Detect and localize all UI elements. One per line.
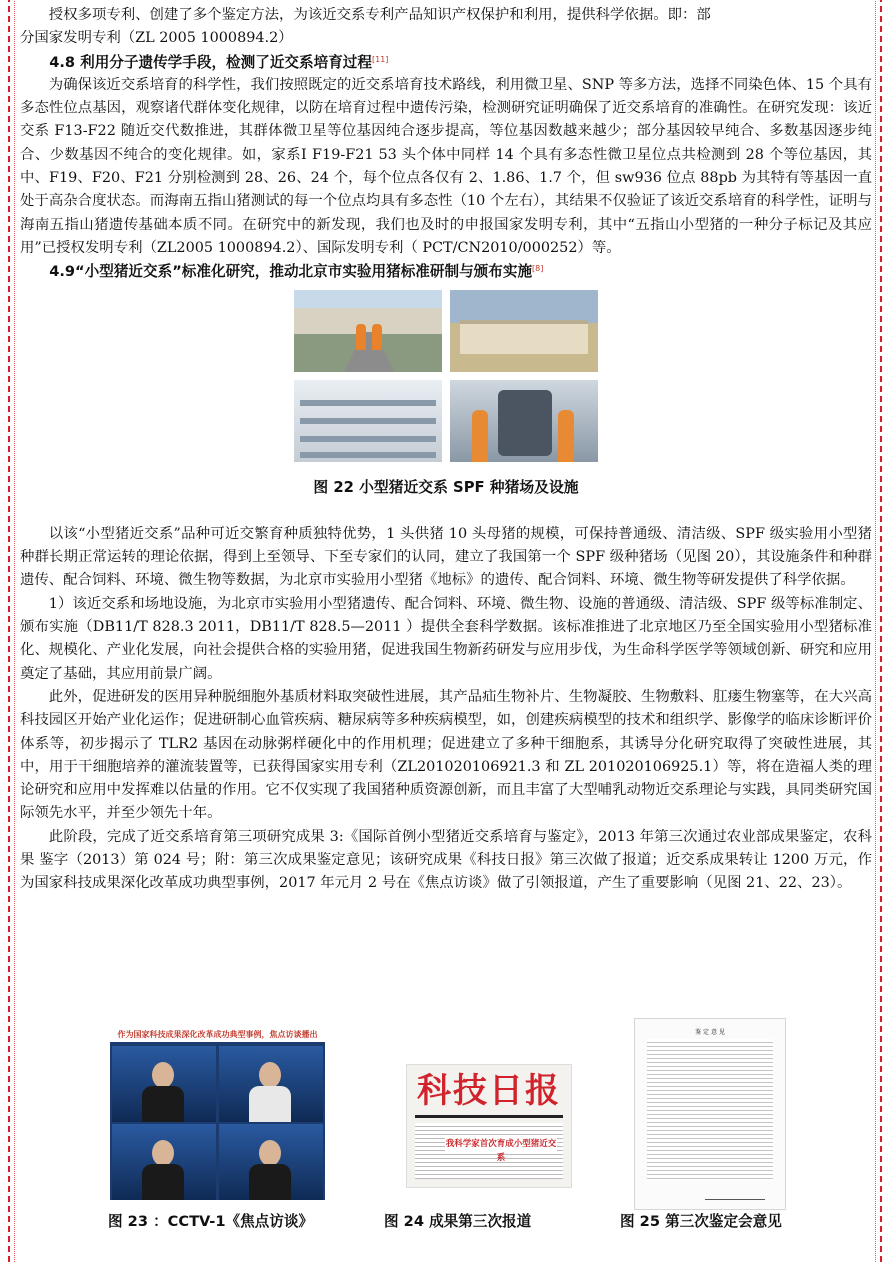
section-4-8-heading [20,51,872,74]
paragraph-1: 以该“小型猪近交系”品种可近交繁育种质独特优势，1 头供猪 10 头母猪的规模，可保持普通级、清洁级、SPF 级实验用小型猪种群长期正常运转的理论依据，得到上至领导、下至专家们的认同，建立了我国第一个 SPF 级种猪场（见图 20），其设施条件和种群遗传、配合饲料、环境、微生物等数据，为北京市实验用小型猪《地标》的遗传、配合饲料、环境、微生物等研发提供了科学依据。 [20,525,872,589]
paragraph-4: 此阶段，完成了近交系培育第三项研究成果 3:《国际首例小型猪近交系培育与鉴定》，2013 年第三次通过农业部成果鉴定，农科果 鉴字（2013）第 024 号；附：第三次成果鉴定意见；该研究成果《科技日报》第三次做了报道；近交系成果转让 1200 万元，作为国家科技成果深化改革成功典型事例，2017 年元月 2 号在《焦点访谈》做了引领报道，产生了重要影响（见图 21、22、23）。 [20,828,872,892]
figure-25-caption: 图 25 第三次鉴定会意见 [620,1213,782,1230]
figures-row [20,1022,872,1230]
signature-line [705,1187,765,1200]
section-4-8-ref[interactable]: [11] [372,54,389,64]
tv-frame-3 [112,1124,216,1200]
newspaper-headline: 我科学家首次育成小型猪近交系 [445,1139,557,1163]
figure-24-caption: 图 24 成果第三次报道 [384,1213,532,1230]
paragraph-2: 1）该近交系和场地设施，为北京市实验用小型猪遗传、配合饲料、环境、微生物、设施的普通级、清洁级、SPF 级等标准制定、颁布实施（DB11/T 828.3 2011，DB11/T 828.5—2011 ）提供全套科学数据。该标准推进了北京地区乃至全国实验用小型猪标准化、规模化、产业化发展，向社会提供合格的实验用猪，促进我国生物新药研发与应用步伐，为生命科学医学等领域创新、研究和应用奠定了基础，其应用前景广阔。 [20,595,872,682]
top-paragraph-line-2: 分国家发明专利（ZL 2005 1000894.2） [20,30,293,47]
tv-frame-1 [112,1046,216,1122]
section-4-8-heading-text: 4.8 利用分子遗传学手段，检测了近交系培育过程 [49,53,372,71]
figure-24-image [406,1064,572,1188]
article-body [20,4,872,896]
tv-frame-2 [219,1046,323,1122]
paragraph-3: 此外，促进研发的医用异种脱细胞外基质材料取突破性进展，其产品疝生物补片、生物凝胶、生物敷料、肛瘘生物塞等，在大兴高科技园区开始产业化运作；促进研制心血管疾病、糖尿病等多种疾病模型，如，创建疾病模型的技术和组织学、影像学的临床诊断评价体系等，初步揭示了 TLR2 基因在动脉粥样硬化中的作用机理；促进建立了多种干细胞系，其诱导分化研究取得了突破性进展，其中，用于干细胞培养的灌流装置等，已获得国家实用专利（ZL201020106921.3 和 ZL 201020106925.1）等，将在造福人类的理论研究和应用中发挥难以估量的作用。它不仅实现了我国猪种质资源创新，而且丰富了大型哺乳动物近交系理论与实践，具同类研究国际领先水平，并至少领先十年。 [20,688,872,822]
figure-22-photos [294,290,598,462]
figure-25-image [634,1018,786,1210]
tv-frame-4 [219,1124,323,1200]
pig-pens-photo [294,380,442,462]
appraisal-doc-title: 鉴 定 意 见 [695,1029,725,1036]
top-paragraph-line-1: 授权多项专利、创建了多个鉴定方法，为该近交系专利产品知识产权保护和利用，提供科学依据。即：部 [48,7,711,23]
figure-23-banner: 作为国家科技成果深化改革成功典型事例，焦点访谈播出 [110,1028,325,1042]
section-4-8-body: 为确保该近交系培育的科学性，我们按照既定的近交系培育技术路线，利用微卫星、SNP 等多方法，选择不同染色体、15 个具有多态性位点基因，观察诸代群体变化规律，以防在培育过程中遗传污染，检测研究证明确保了近交系培育的准确性。在研究发现：该近交系 F13-F22 随近交代数推进，其群体微卫星等位基因纯合逐步提高，等位基因数越来越少；部分基因较早纯合、多数基因逐步纯合、少数基因不纯合的变化规律。如，家系Ⅰ F19-F21 53 头个体中同样 14 个具有多态性微卫星位点共检测到 28 个等位基因，其中、F19、F20、F21 分别检测到 28、26、24 个，每个位点各仅有 2、1.86、1.7 个，但 sw936 位点 88pb 为其特有等基因一直处于高杂合度状态。而海南五指山猪测试的每一个位点均具有多态性（10 个左右），其结果不仅验证了该近交系培育的科学性，证明与海南五指山猪遗传基础本质不同。在研究中的新发现，我们也及时的申报国家发明专利，其中“五指山小型猪的一种分子标记及其应用”已授权发明专利（ZL2005 1000894.2）、国际发明专利（ PCT/CN2010/000252）等。 [20,76,872,256]
figure-23-caption: 图 23 ：CCTV-1《焦点访谈》 [108,1213,314,1230]
lab-facility-photo [450,380,598,462]
section-4-9-ref[interactable]: [8] [532,264,544,274]
section-4-9-heading [20,260,872,283]
figure-22-caption: 图 22 小型猪近交系 SPF 种猪场及设施 [313,478,579,496]
section-4-9-heading-text: 4.9“小型猪近交系”标准化研究，推动北京市实验用猪标准研制与颁布实施 [49,263,533,281]
newspaper-masthead: 科技日报 [417,1071,561,1111]
farm-gate-photo [294,290,442,372]
figure-23-image [110,1028,325,1200]
farm-building-photo [450,290,598,372]
